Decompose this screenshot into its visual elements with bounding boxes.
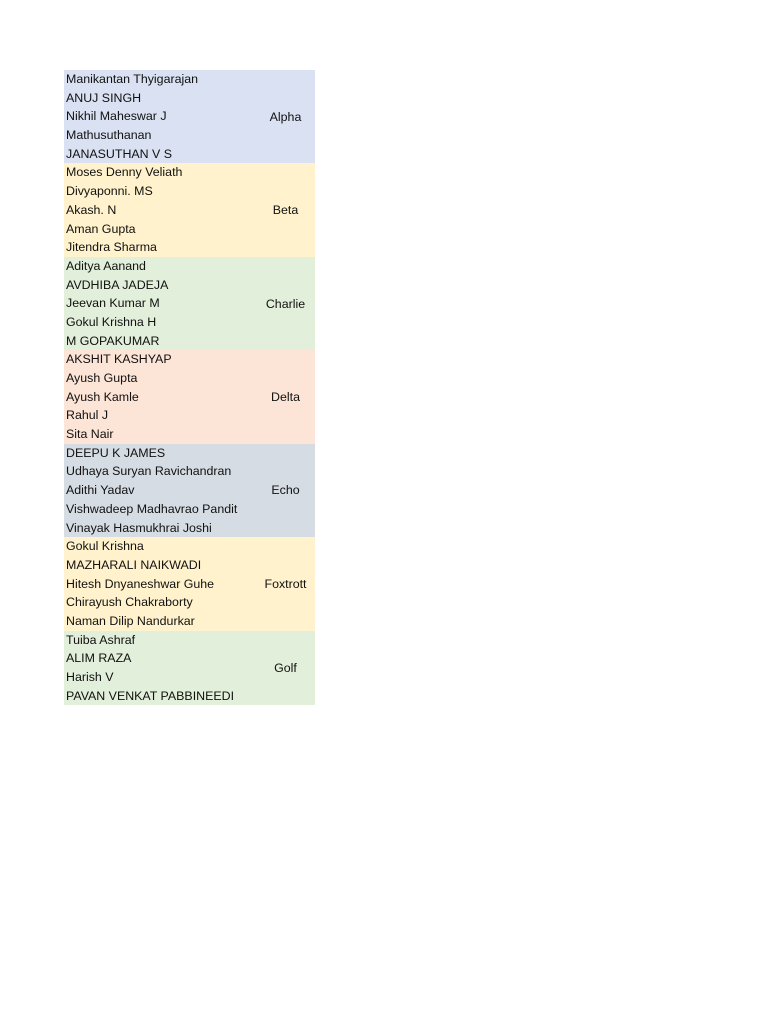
team-name-cell[interactable]: Beta (272, 203, 299, 218)
member-cell[interactable]: Adithi Yadav (66, 483, 135, 498)
team-name-cell[interactable]: Delta (271, 390, 300, 405)
member-cell[interactable]: Akash. N (66, 202, 117, 217)
team-name-cell[interactable]: Alpha (269, 109, 302, 124)
team-block-charlie (64, 257, 315, 350)
member-list (64, 257, 252, 350)
member-list (64, 163, 252, 256)
team-block-beta (64, 163, 315, 256)
member-cell[interactable]: Vinayak Hasmukhrai Joshi (66, 520, 212, 535)
member-cell[interactable]: Gokul Krishna (66, 539, 144, 554)
member-cell[interactable]: Harish V (66, 670, 114, 684)
member-cell[interactable]: Manikantan Thyigarajan (66, 72, 199, 86)
member-cell[interactable]: Tuiba Ashraf (66, 632, 136, 647)
team-block-foxtrott (64, 537, 315, 630)
member-cell[interactable]: Gokul Krishna H (66, 314, 157, 329)
member-cell[interactable]: AKSHIT KASHYAP (66, 352, 172, 367)
member-cell[interactable]: M GOPAKUMAR (66, 333, 160, 348)
member-cell[interactable]: Sita Nair (66, 427, 114, 442)
team-name-cell[interactable]: Golf (274, 661, 297, 675)
member-cell[interactable]: Naman Dilip Nandurkar (66, 613, 195, 628)
member-cell[interactable]: Divyaponni. MS (66, 184, 153, 199)
member-list (64, 444, 252, 537)
member-cell[interactable]: ANUJ SINGH (66, 90, 142, 105)
member-cell[interactable]: Aman Gupta (66, 221, 136, 236)
team-block-alpha (64, 70, 315, 163)
member-cell[interactable]: Jitendra Sharma (66, 240, 157, 255)
member-cell[interactable]: Vishwadeep Madhavrao Pandit (66, 501, 238, 516)
member-list (64, 350, 252, 443)
member-cell[interactable]: Rahul J (66, 408, 109, 423)
team-name-cell[interactable]: Echo (271, 483, 300, 498)
team-name-cell[interactable]: Charlie (265, 296, 306, 311)
team-block-delta (64, 350, 315, 443)
member-cell[interactable]: Hitesh Dnyaneshwar Guhe (66, 576, 215, 591)
member-cell[interactable]: Ayush Gupta (66, 371, 138, 385)
member-cell[interactable]: ALIM RAZA (66, 651, 132, 666)
member-cell[interactable]: Udhaya Suryan Ravichandran (66, 464, 232, 479)
team-block-golf (64, 631, 315, 706)
member-cell[interactable]: DEEPU K JAMES (66, 445, 166, 460)
member-cell[interactable]: MAZHARALI NAIKWADI (66, 557, 202, 572)
member-list (64, 631, 252, 706)
member-cell[interactable]: AVDHIBA JADEJA (66, 277, 169, 292)
team-roster-table (64, 70, 315, 705)
member-cell[interactable]: Chirayush Chakraborty (66, 595, 193, 610)
member-cell[interactable]: Aditya Aanand (66, 258, 146, 273)
member-cell[interactable]: Ayush Kamle (66, 389, 139, 404)
member-cell[interactable]: Mathusuthanan (66, 128, 152, 143)
member-cell[interactable]: PAVAN VENKAT PABBINEEDI (66, 688, 235, 703)
member-list (64, 537, 252, 630)
member-cell[interactable]: Jeevan Kumar M (66, 296, 160, 311)
team-name-cell[interactable]: Foxtrott (264, 576, 307, 591)
member-cell[interactable]: JANASUTHAN V S (66, 146, 173, 161)
member-cell[interactable]: Nikhil Maheswar J (66, 109, 167, 124)
member-list (64, 70, 252, 163)
member-cell[interactable]: Moses Denny Veliath (66, 165, 183, 180)
team-block-echo (64, 444, 315, 537)
